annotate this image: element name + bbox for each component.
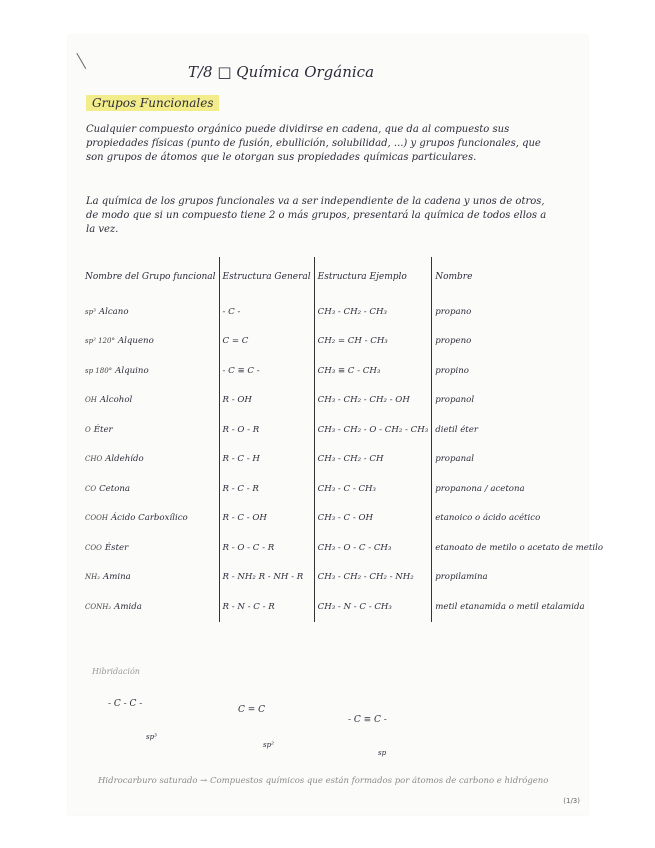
functional-groups-table [82, 257, 606, 622]
table-row [82, 356, 606, 386]
table-row [82, 563, 606, 593]
hybrid-sp: sp [378, 749, 387, 757]
footer-note: Hidrocarburo saturado → Compuestos químicos que están formados por átomos de carbono e hidrógeno [98, 776, 549, 786]
page-number: (1/3) [563, 797, 580, 805]
table-row [82, 592, 606, 622]
cell-name: metil etanamida o metil etalamida [435, 601, 585, 612]
cell-general: R - C - H [219, 445, 314, 475]
cell-example: CH₃ - CH₂ - CH₃ [314, 297, 432, 327]
cell-general: R - OH [219, 386, 314, 416]
group-name: Cetona [99, 483, 131, 494]
cell-general: C = C [219, 327, 314, 357]
table-row [82, 386, 606, 416]
cell-group [82, 474, 219, 504]
hybrid-sp3: sp³ [146, 733, 157, 741]
cell-group [82, 327, 219, 357]
cell-group [82, 592, 219, 622]
group-name: Amina [103, 572, 131, 583]
cell-name: etanoato de metilo o acetato de metilo [435, 542, 604, 553]
table-row [82, 327, 606, 357]
cell-name: propeno [435, 336, 472, 347]
cell-general: R - C - OH [219, 504, 314, 534]
page-title: T/8 □ Química Orgánica [188, 63, 375, 81]
group-note: sp³ [85, 307, 96, 316]
cell-example: CH₃ - N - C - CH₃ [314, 592, 432, 622]
cell-general: R - N - C - R [219, 592, 314, 622]
cell-name: dietil éter [435, 424, 478, 435]
group-note: sp² 120° [85, 337, 115, 346]
cell-group [82, 533, 219, 563]
table-row [82, 297, 606, 327]
cell-general: R - O - R [219, 415, 314, 445]
group-note: NH₂ [85, 573, 101, 582]
group-note: OH [85, 396, 97, 405]
hybrid-heading: Hibridación [92, 667, 140, 676]
table-row [82, 445, 606, 475]
cell-group [82, 297, 219, 327]
cell-general: - C ≡ C - [219, 356, 314, 386]
col-header-name: Nombre [435, 272, 473, 282]
table-header-row [82, 257, 606, 297]
hybrid-triple: - C ≡ C - [348, 715, 387, 725]
cell-example: CH₃ ≡ C - CH₃ [314, 356, 432, 386]
cell-example: CH₃ - CH₂ - CH₂ - NH₂ [314, 563, 432, 593]
cell-name: propanal [435, 454, 475, 465]
cell-group [82, 386, 219, 416]
cell-example: CH₃ - C - CH₃ [314, 474, 432, 504]
cell-group [82, 415, 219, 445]
group-name: Éster [104, 542, 129, 553]
group-name: Alcano [98, 306, 129, 317]
cell-example: CH₃ - C - OH [314, 504, 432, 534]
group-name: Éter [93, 424, 113, 435]
paragraph-1: Cualquier compuesto orgánico puede dividirse en cadena, que da al compuesto sus propiedades físicas (punto de fusión, ebullición, solubilidad, ...) y grupos funcionales, que son grupos de átomos que le otorgan sus propiedades químicas particulares. [86, 124, 541, 163]
group-name: Amida [114, 601, 142, 612]
table-row [82, 474, 606, 504]
cell-group [82, 504, 219, 534]
cell-general: R - C - R [219, 474, 314, 504]
cell-group [82, 563, 219, 593]
cell-name: propilamina [435, 572, 488, 583]
group-name: Aldehído [105, 454, 144, 465]
cell-general: - C - [219, 297, 314, 327]
table-body [82, 297, 606, 622]
table-row [82, 504, 606, 534]
col-header-general: Estructura General [219, 257, 314, 297]
hybrid-double: C = C [238, 705, 266, 715]
group-name: Alqueno [117, 336, 154, 347]
col-header-example: Estructura Ejemplo [314, 257, 432, 297]
margin-mark [76, 47, 96, 69]
cell-name: propano [435, 306, 472, 317]
table-row [82, 415, 606, 445]
cell-name: propanona / acetona [435, 483, 525, 494]
cell-general: R - O - C - R [219, 533, 314, 563]
hybrid-sp2: sp² [263, 741, 274, 749]
notebook-page [68, 35, 604, 815]
cell-example: CH₂ = CH - CH₃ [314, 327, 432, 357]
cell-name: propino [435, 365, 469, 376]
paragraph-2: La química de los grupos funcionales va a ser independiente de la cadena y unos de otros, de modo que si un compuesto tiene 2 o más grupos, presentará la química de todos ellos a la vez. [86, 196, 547, 235]
section-heading: Grupos Funcionales [86, 95, 219, 111]
cell-example: CH₃ - CH₂ - O - CH₂ - CH₃ [314, 415, 432, 445]
group-note: CO [85, 484, 97, 493]
hybrid-single: - C - C - [108, 699, 143, 709]
group-note: sp 180° [85, 366, 113, 375]
cell-group [82, 356, 219, 386]
group-note: COO [85, 543, 102, 552]
cell-group [82, 445, 219, 475]
group-name: Alquino [115, 365, 149, 376]
cell-example: CH₃ - CH₂ - CH [314, 445, 432, 475]
group-note: CHO [85, 455, 103, 464]
cell-general: R - NH₂ R - NH - R [219, 563, 314, 593]
group-note: COOH [85, 514, 108, 523]
group-note: O [85, 425, 91, 434]
cell-name: propanol [435, 395, 475, 406]
group-name: Alcohol [99, 395, 133, 406]
cell-example: CH₃ - O - C - CH₃ [314, 533, 432, 563]
group-name: Ácido Carboxílico [110, 513, 188, 524]
table-row [82, 533, 606, 563]
cell-example: CH₃ - CH₂ - CH₂ - OH [314, 386, 432, 416]
col-header-group: Nombre del Grupo funcional [82, 257, 219, 297]
group-note: CONH₂ [85, 602, 112, 611]
cell-name: etanoico o ácido acético [435, 513, 541, 524]
